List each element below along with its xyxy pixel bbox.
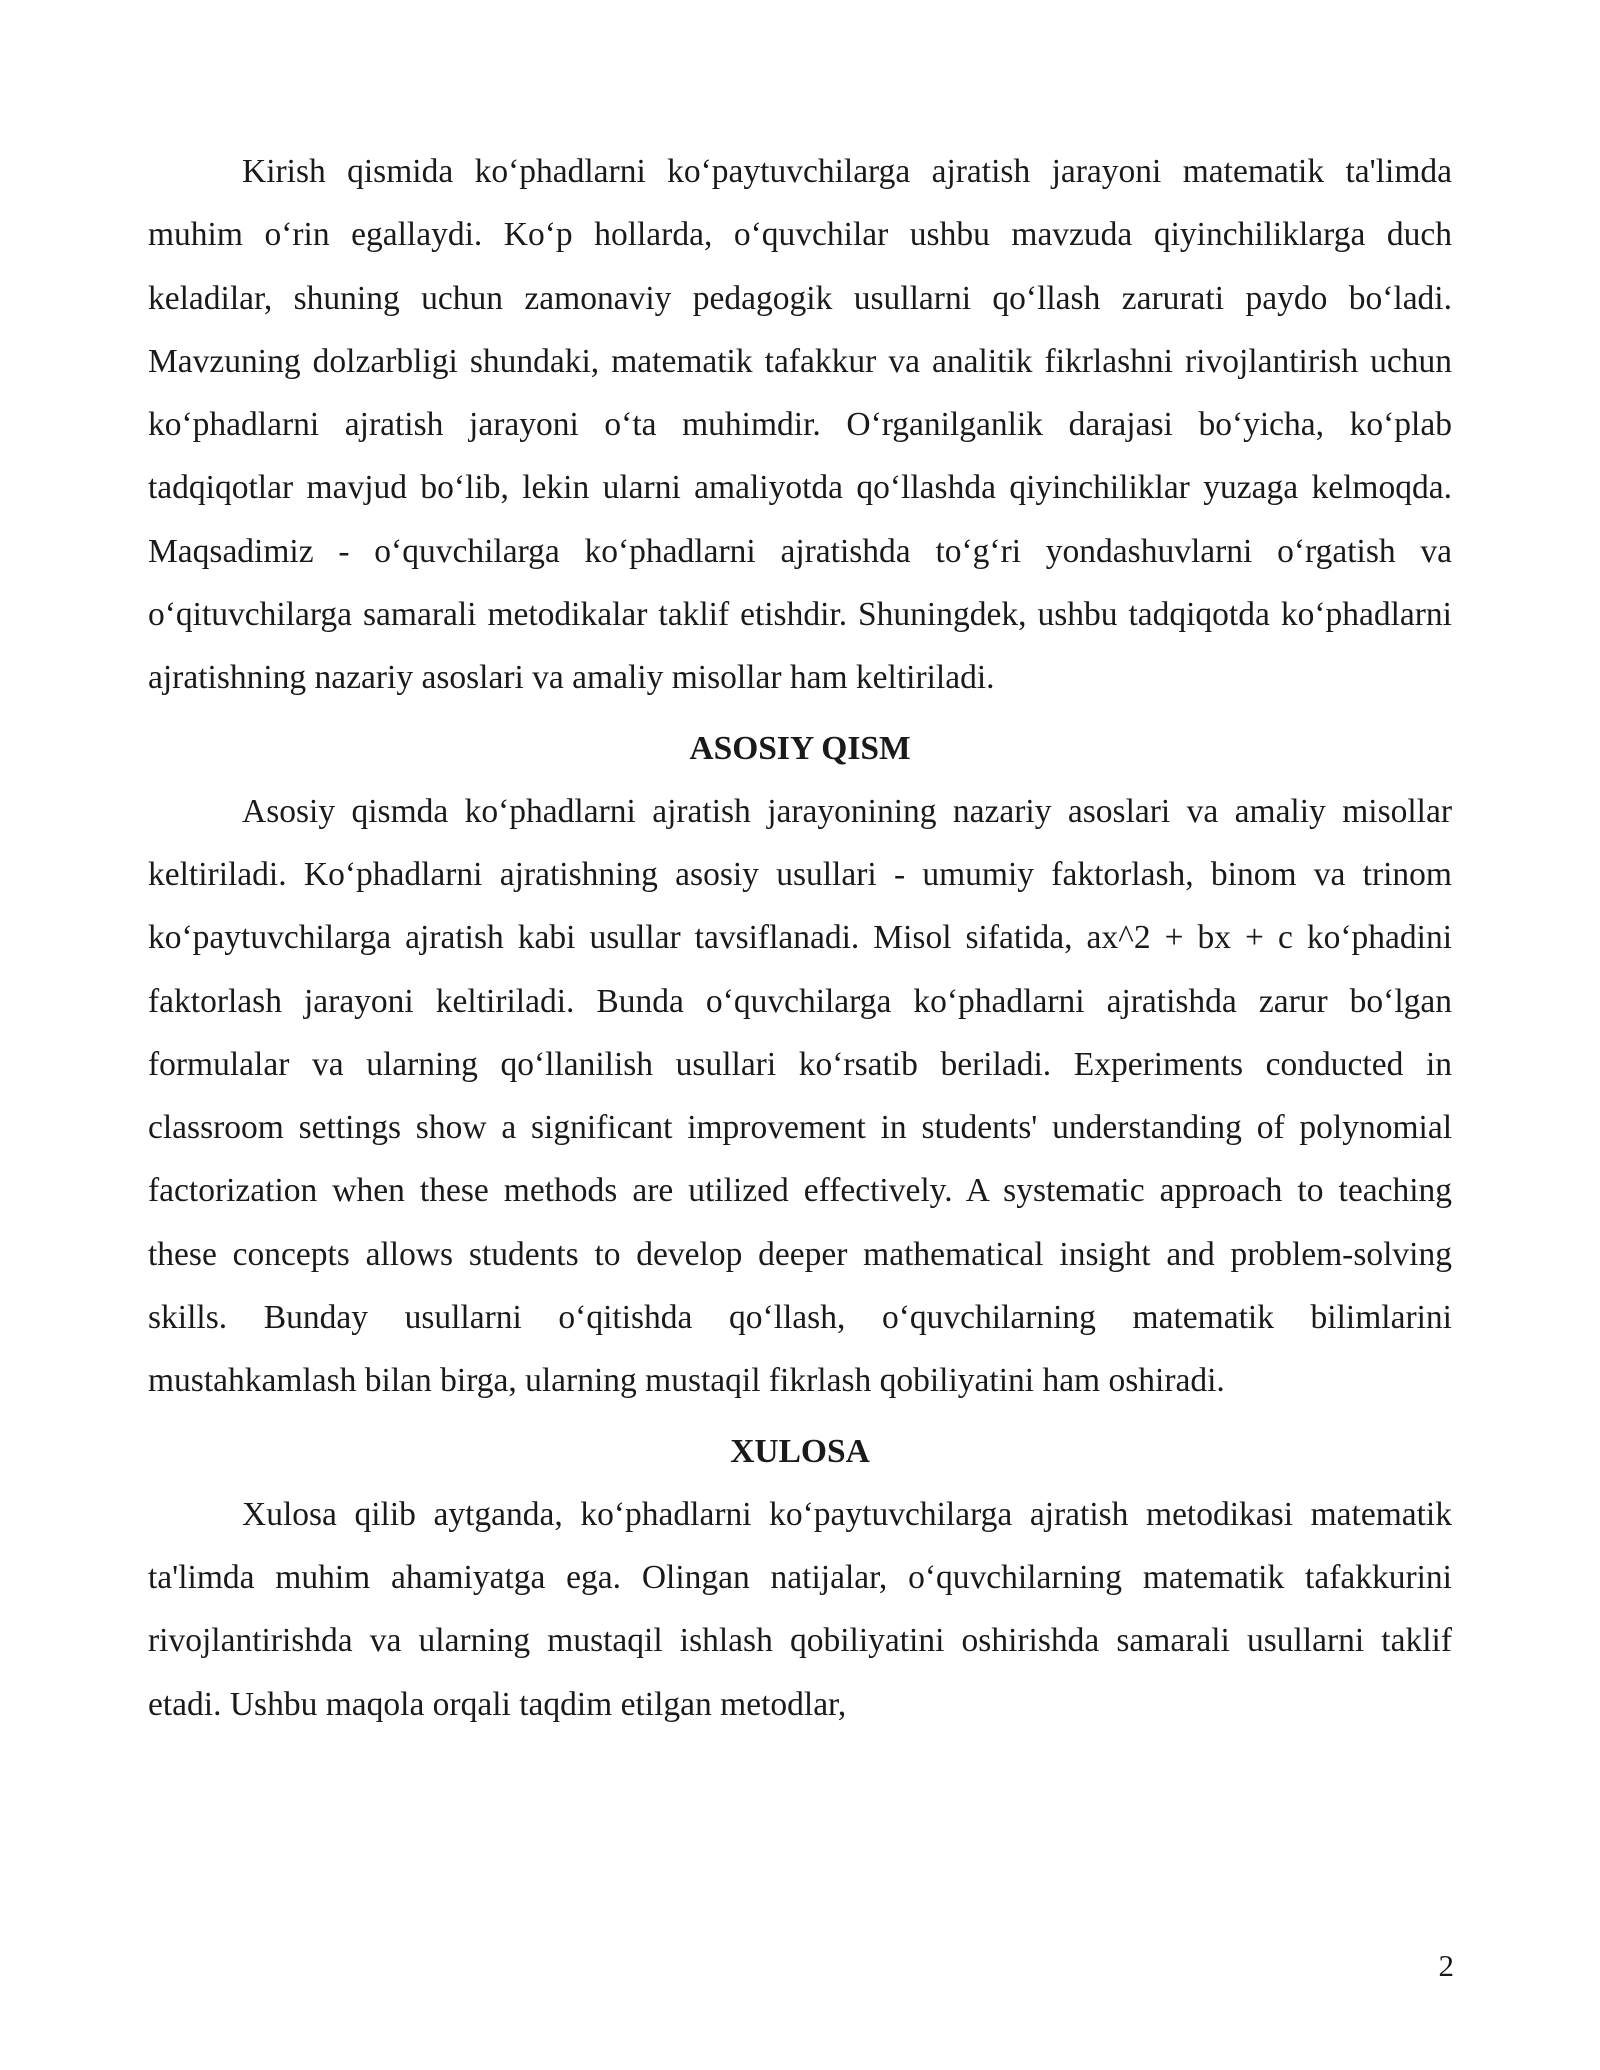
- section-heading-main: ASOSIY QISM: [689, 729, 911, 767]
- intro-paragraph: Kirish qismida ko‘phadlarni ko‘paytuvchilarga ajratish jarayoni matematik ta'limda muhim o‘rin egallaydi. Ko‘p hollarda, o‘quvchilar ushbu mavzuda qiyinchiliklarga duch keladilar, shuning uchun zamonaviy pedagogik usullarni qo‘llash zarurati paydo bo‘ladi. Mavzuning dolzarbligi shundaki, matematik tafakkur va analitik fikrlashni rivojlantirish uchun ko‘phadlarni ajratish jarayoni o‘ta muhimdir. O‘rganilganlik darajasi bo‘yicha, ko‘plab tadqiqotlar mavjud bo‘lib, lekin ularni amaliyotda qo‘llashda qiyinchiliklar yuzaga kelmoqda. Maqsadimiz - o‘quvchilarga ko‘phadlarni ajratishda to‘g‘ri yondashuvlarni o‘rgatish va o‘qituvchilarga samarali metodikalar taklif etishdir. Shuningdek, ushbu tadqiqotda ko‘phadlarni ajratishning nazariy asoslari va amaliy misollar ham keltiriladi.: [148, 153, 1452, 697]
- section-heading-conclusion: XULOSA: [730, 1432, 870, 1470]
- main-paragraph: Asosiy qismda ko‘phadlarni ajratish jarayonining nazariy asoslari va amaliy misollar keltiriladi. Ko‘phadlarni ajratishning asosiy usullari - umumiy faktorlash, binom va trinom ko‘paytuvchilarga ajratish kabi usullar tavsiflanadi. Misol sifatida, ax^2 + bx + c ko‘phadini faktorlash jarayoni keltiriladi. Bunda o‘quvchilarga ko‘phadlarni ajratishda zarur bo‘lgan formulalar va ularning qo‘llanilish usullari ko‘rsatib beriladi. Experiments conducted in classroom settings show a significant improvement in students' understanding of polynomial factorization when these methods are utilized effectively. A systematic approach to teaching these concepts allows students to develop deeper mathematical insight and problem-solving skills. Bunday usullarni o‘qitishda qo‘llash, o‘quvchilarning matematik bilimlarini mustahkamlash bilan birga, ularning mustaqil fikrlash qobiliyatini ham oshiradi.: [148, 792, 1452, 1400]
- conclusion-paragraph: Xulosa qilib aytganda, ko‘phadlarni ko‘paytuvchilarga ajratish metodikasi matematik ta'limda muhim ahamiyatga ega. Olingan natijalar, o‘quvchilarning matematik tafakkurini rivojlantirishda va ularning mustaqil ishlash qobiliyatini oshirishda samarali usullarni taklif etadi. Ushbu maqola orqali taqdim etilgan metodlar,: [148, 1495, 1452, 1723]
- document-page: [148, 140, 1452, 1736]
- page-number: 2: [1438, 1948, 1454, 1983]
